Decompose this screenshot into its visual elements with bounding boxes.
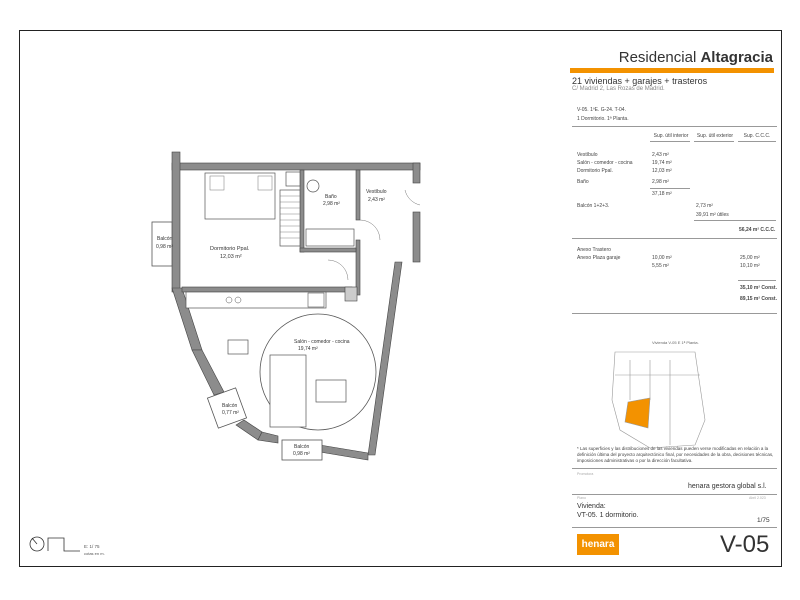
divider bbox=[572, 468, 777, 469]
row-value: 12,03 m² bbox=[652, 168, 672, 174]
divider bbox=[572, 494, 777, 495]
balcony-c-area: 0,98 m² bbox=[293, 451, 310, 457]
henara-logo: henara bbox=[577, 534, 619, 555]
date: Abril 2.023 bbox=[749, 496, 766, 500]
company-name: henara gestora global s.l. bbox=[688, 483, 767, 490]
disclaimer: * Las superficies y las distribuciones de las viviendas pueden verse modificadas en relación a la definición última del proyecto arquitectónico final, por necesidades de la obra, decisiones técnicas, imposiciones administrativas o por la dirección facultativa. bbox=[577, 446, 774, 463]
room-label-salon: Salón - comedor - cocina bbox=[294, 339, 350, 345]
total-ccc: 56,24 m² C.C.C. bbox=[739, 227, 776, 233]
const-total: 89,15 m² Const. bbox=[740, 296, 777, 302]
project-address: C/ Madrid 2, Las Rozas de Madrid. bbox=[572, 86, 665, 92]
project-title: Residencial Altagracia bbox=[618, 49, 773, 66]
header-exterior: Sup. útil exterior bbox=[696, 133, 734, 139]
unit-info-line2: 1 Dormitorio. 1ª Planta. bbox=[577, 116, 629, 122]
annex-garage-const: 10,10 m² bbox=[740, 263, 760, 269]
room-area-vestibulo: 2,43 m² bbox=[368, 197, 385, 203]
row-value: 2,43 m² bbox=[652, 152, 669, 158]
row-value: 19,74 m² bbox=[652, 160, 672, 166]
row-value: 2,98 m² bbox=[652, 179, 669, 185]
row-label: Baño bbox=[577, 179, 589, 185]
balcony-b-label: Balcón bbox=[222, 403, 238, 409]
promotora-small: Promotora bbox=[577, 472, 594, 476]
divider bbox=[572, 238, 777, 239]
keyplan-caption: Vivienda V-05 E 1ª Planta. bbox=[652, 340, 699, 345]
room-area-dormitorio: 12,03 m² bbox=[220, 254, 242, 260]
unit-info-line1: V-05. 1ºE. G-24. T-04. bbox=[577, 107, 626, 113]
room-label-vestibulo: Vestíbulo bbox=[366, 189, 387, 195]
balcony-label: Balcón 1+2+3. bbox=[577, 203, 610, 209]
subtotal-interior: 37,18 m² bbox=[652, 191, 672, 197]
header-underline-1 bbox=[650, 141, 690, 142]
balcony-exterior: 2,73 m² bbox=[696, 203, 713, 209]
annex-trastero-util: 10,00 m² bbox=[652, 255, 672, 261]
annex-title: Anexo Trastero bbox=[577, 247, 611, 253]
header-ccc: Sup. C.C.C. bbox=[743, 133, 771, 139]
balcony-a-area: 0,98 m² bbox=[156, 244, 173, 250]
header-underline-3 bbox=[738, 141, 776, 142]
annex-garage: Anexo Plaza garaje bbox=[577, 255, 621, 261]
room-area-bano: 2,98 m² bbox=[323, 201, 340, 207]
annex-garage-util: 5,55 m² bbox=[652, 263, 669, 269]
divider bbox=[572, 527, 777, 528]
header-interior: Sup. útil interior bbox=[653, 133, 689, 139]
balcony-c-label: Balcón bbox=[294, 444, 310, 450]
total-utiles: 39,91 m² útiles bbox=[696, 212, 729, 218]
subtotal-line bbox=[650, 188, 690, 189]
vivienda-value: VT-05. 1 dormitorio. bbox=[577, 512, 639, 519]
balcony-a-label: Balcón bbox=[157, 236, 173, 242]
unit-code: V-05 bbox=[720, 531, 770, 558]
page-number: 1/75 bbox=[757, 517, 770, 524]
const-line bbox=[738, 280, 776, 281]
const-subtotal: 35,10 m² Const. bbox=[740, 285, 777, 291]
row-label: Dormitorio Ppal. bbox=[577, 168, 613, 174]
vivienda-label: Vivienda: bbox=[577, 503, 606, 510]
room-label-dormitorio: Dormitorio Ppal. bbox=[210, 246, 250, 252]
project-subtitle: 21 viviendas + garajes + trasteros bbox=[572, 76, 708, 86]
row-label: Salón - comedor - cocina bbox=[577, 160, 633, 166]
divider bbox=[572, 313, 777, 314]
annex-trastero-const: 25,00 m² bbox=[740, 255, 760, 261]
scale-label: E: 1/ 75 bbox=[84, 544, 100, 549]
header-underline-2 bbox=[694, 141, 734, 142]
plano-small: Plano bbox=[577, 496, 586, 500]
accent-bar bbox=[570, 68, 774, 73]
room-area-salon: 19,74 m² bbox=[298, 346, 318, 352]
row-label: Vestíbulo bbox=[577, 152, 598, 158]
room-label-bano: Baño bbox=[325, 194, 337, 200]
scale-units: cotas en m. bbox=[84, 551, 105, 556]
balcony-b-area: 0,77 m² bbox=[222, 410, 239, 416]
total-line bbox=[694, 220, 776, 221]
divider bbox=[572, 126, 777, 127]
